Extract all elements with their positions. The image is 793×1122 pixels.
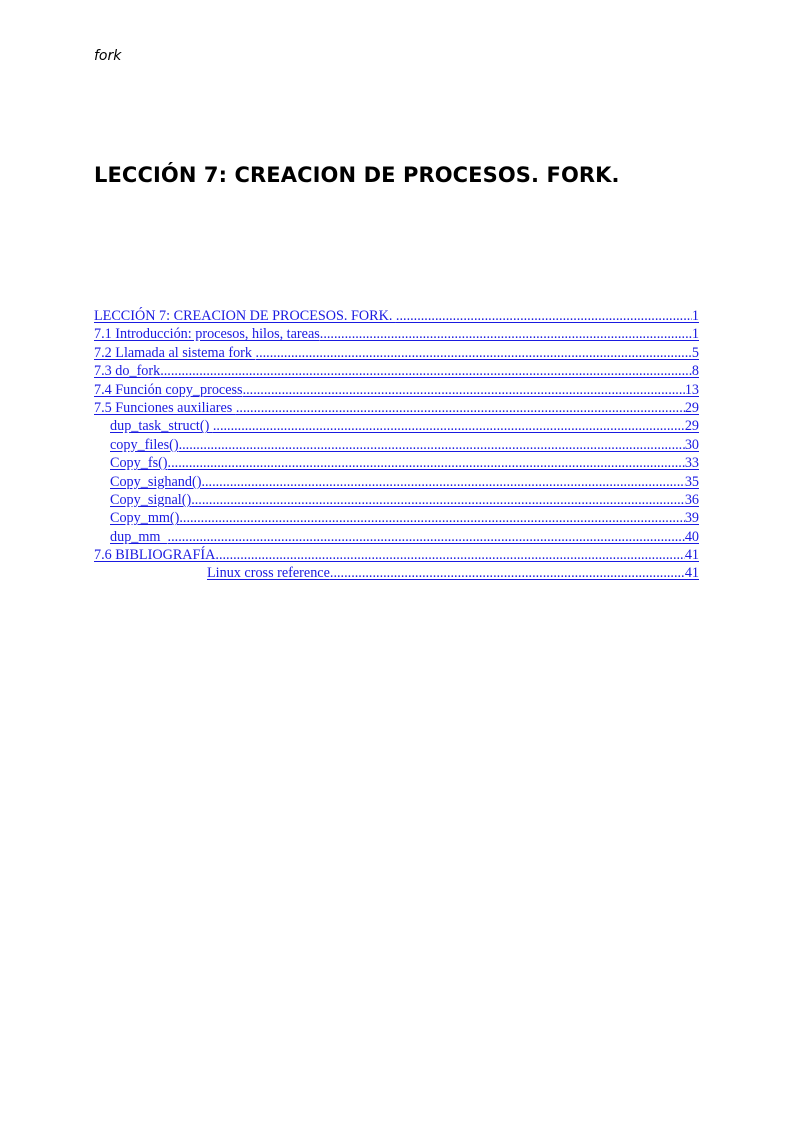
toc-entry-page: 41 — [684, 547, 699, 564]
toc-entry-do-fork[interactable] — [94, 362, 699, 380]
toc-leader-dots — [179, 509, 684, 527]
toc-entry-label: Copy_mm() — [110, 510, 180, 527]
toc-entry-page: 5 — [691, 344, 699, 361]
toc-leader-dots — [320, 325, 692, 343]
toc-entry-bibliografia[interactable] — [94, 546, 699, 564]
toc-entry-dup-task-struct[interactable] — [94, 417, 699, 435]
toc-entry-page: 29 — [684, 418, 699, 435]
toc-entry-leccion-7[interactable] — [94, 307, 699, 325]
toc-leader-dots — [168, 528, 685, 546]
toc-entry-copy-signal[interactable] — [94, 491, 699, 509]
toc-leader-dots — [160, 362, 692, 380]
toc-entry-label: 7.3 do_fork — [94, 363, 161, 380]
toc-entry-page: 29 — [684, 399, 699, 416]
toc-entry-copy-sighand[interactable] — [94, 473, 699, 491]
toc-entry-label: 7.2 Llamada al sistema fork — [94, 344, 256, 361]
toc-entry-page: 1 — [691, 308, 699, 324]
toc-entry-page: 30 — [684, 436, 699, 453]
toc-leader-dots — [213, 417, 685, 435]
toc-entry-label: Linux cross reference — [207, 565, 330, 582]
toc-entry-label: 7.6 BIBLIOGRAFÍA — [94, 547, 216, 564]
toc-entry-page: 8 — [691, 363, 699, 380]
toc-entry-dup-mm[interactable] — [94, 528, 699, 546]
toc-entry-page: 1 — [691, 326, 699, 343]
toc-entry-page: 40 — [684, 528, 699, 545]
toc-entry-label: 7.1 Introducción: procesos, hilos, tareas — [94, 326, 320, 343]
toc-entry-copy-fs[interactable] — [94, 454, 699, 472]
toc-entry-copy-files[interactable] — [94, 436, 699, 454]
toc-entry-page: 35 — [684, 473, 699, 490]
toc-entry-label: 7.4 Función copy_process — [94, 381, 243, 398]
toc-leader-dots — [168, 454, 685, 472]
toc-entry-copy-mm[interactable] — [94, 509, 699, 527]
toc-leader-dots — [191, 491, 685, 509]
toc-leader-dots — [330, 564, 685, 582]
toc-entry-label: 7.5 Funciones auxiliares — [94, 399, 236, 416]
table-of-contents — [94, 307, 699, 583]
toc-entry-label: copy_files() — [110, 436, 179, 453]
toc-leader-dots — [396, 307, 692, 325]
toc-entry-page: 13 — [684, 381, 699, 398]
toc-leader-dots — [243, 381, 685, 399]
toc-entry-page: 33 — [684, 455, 699, 472]
toc-entry-label: LECCIÓN 7: CREACION DE PROCESOS. FORK. — [94, 308, 396, 324]
document-title: LECCIÓN 7: CREACION DE PROCESOS. FORK. — [94, 163, 620, 187]
toc-entry-label: Copy_sighand() — [110, 473, 202, 490]
toc-leader-dots — [201, 473, 684, 491]
toc-entry-page: 39 — [684, 510, 699, 527]
toc-leader-dots — [215, 546, 684, 564]
toc-entry-label: dup_mm — [110, 528, 168, 545]
toc-entry-page: 41 — [684, 565, 699, 582]
toc-entry-introduccion[interactable] — [94, 325, 699, 343]
toc-entry-label: dup_task_struct() — [110, 418, 213, 435]
toc-leader-dots — [236, 399, 685, 417]
toc-entry-copy-process[interactable] — [94, 381, 699, 399]
toc-leader-dots — [256, 344, 692, 362]
toc-entry-label: Copy_fs() — [110, 455, 168, 472]
toc-entry-linux-cross-reference[interactable] — [94, 564, 699, 582]
toc-leader-dots — [179, 436, 685, 454]
toc-entry-label: Copy_signal() — [110, 491, 192, 508]
page-header: fork — [94, 48, 122, 64]
toc-entry-llamada-fork[interactable] — [94, 344, 699, 362]
toc-entry-funciones-auxiliares[interactable] — [94, 399, 699, 417]
toc-entry-page: 36 — [684, 491, 699, 508]
